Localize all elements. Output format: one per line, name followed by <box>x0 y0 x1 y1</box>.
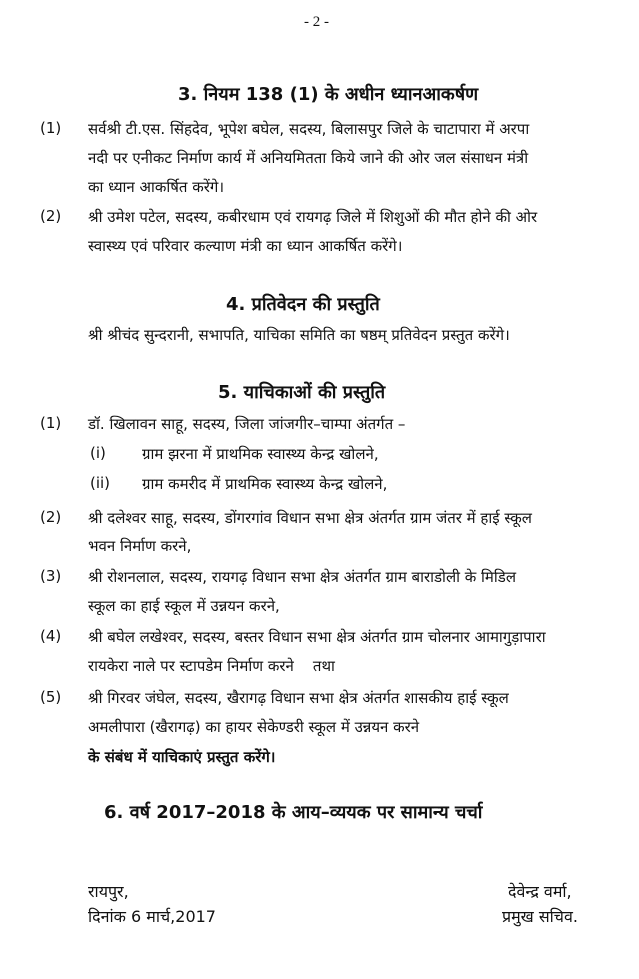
page-number: - 2 - <box>304 14 329 30</box>
footer-date: दिनांक 6 मार्च,2017 <box>88 907 216 926</box>
s5-item-4-line-1: श्री बघेल लखेश्वर, सदस्य, बस्तर विधान सभा क्षेत्र अंतर्गत ग्राम चोलनार आमागुड़ापारा <box>88 628 546 646</box>
section-3-heading: 3. नियम 138 (1) के अधीन ध्यानआकर्षण <box>178 84 479 105</box>
s5-item-5-number: (5) <box>40 688 62 706</box>
footer-signatory-designation: प्रमुख सचिव. <box>502 907 578 926</box>
section-5-heading: 5. याचिकाओं की प्रस्तुति <box>218 382 386 403</box>
s5-item-4-line-2: रायकेरा नाले पर स्टापडेम निर्माण करने तथा <box>88 657 335 675</box>
s5-item-3-number: (3) <box>40 567 62 585</box>
s5-item-3-line-2: स्कूल का हाई स्कूल में उन्नयन करने, <box>88 597 280 615</box>
s5-item-1-sub-1-number: (i) <box>90 444 106 462</box>
s5-item-1-sub-2-number: (ii) <box>90 474 111 492</box>
s4-line: श्री श्रीचंद सुन्दरानी, सभापति, याचिका समिति का षष्ठम् प्रतिवेदन प्रस्तुत करेंगे। <box>88 326 510 344</box>
s5-item-3-line-1: श्री रोशनलाल, सदस्य, रायगढ़ विधान सभा क्षेत्र अंतर्गत ग्राम बाराडोली के मिडिल <box>88 568 516 586</box>
s3-item-1-line-3: का ध्यान आकर्षित करेंगे। <box>88 178 225 196</box>
s5-item-2-number: (2) <box>40 508 62 526</box>
s3-item-2-line-2: स्वास्थ्य एवं परिवार कल्याण मंत्री का ध्यान आकर्षित करेंगे। <box>88 237 403 255</box>
s3-item-1-line-1: सर्वश्री टी.एस. सिंहदेव, भूपेश बघेल, सदस्य, बिलासपुर जिले के चाटापारा में अरपा <box>88 120 530 138</box>
s5-item-1-sub-2-text: ग्राम कमरीद में प्राथमिक स्वास्थ्य केन्द्र खोलने, <box>142 475 388 493</box>
footer-place: रायपुर, <box>88 882 129 901</box>
s5-item-2-line-1: श्री दलेश्वर साहू, सदस्य, डोंगरगांव विधान सभा क्षेत्र अंतर्गत ग्राम जंतर में हाई स्कूल <box>88 509 532 527</box>
s3-item-2-number: (2) <box>40 207 62 225</box>
s5-item-1-number: (1) <box>40 414 62 432</box>
section-4-heading: 4. प्रतिवेदन की प्रस्तुति <box>226 294 380 315</box>
s5-item-1-sub-1-text: ग्राम झरना में प्राथमिक स्वास्थ्य केन्द्र खोलने, <box>142 445 379 463</box>
s5-item-5-line-1: श्री गिरवर जंघेल, सदस्य, खैरागढ़ विधान सभा क्षेत्र अंतर्गत शासकीय हाई स्कूल <box>88 689 509 707</box>
s3-item-2-line-1: श्री उमेश पटेल, सदस्य, कबीरधाम एवं रायगढ़ जिले में शिशुओं की मौत होने की ओर <box>88 208 538 226</box>
s5-item-5-line-2: अमलीपारा (खैरागढ़) का हायर सेकेण्डरी स्कूल में उन्नयन करने <box>88 718 420 736</box>
s3-item-1-line-2: नदी पर एनीकट निर्माण कार्य में अनियमितता किये जाने की ओर जल संसाधन मंत्री <box>88 149 529 167</box>
s5-item-4-number: (4) <box>40 627 62 645</box>
s5-item-1-line-1: डॉ. खिलावन साहू, सदस्य, जिला जांजगीर–चाम्पा अंतर्गत – <box>88 415 406 433</box>
footer-signatory-name: देवेन्द्र वर्मा, <box>508 882 572 901</box>
section-6-heading: 6. वर्ष 2017–2018 के आय–व्ययक पर सामान्य चर्चा <box>104 802 483 823</box>
s5-item-2-line-2: भवन निर्माण करने, <box>88 537 192 555</box>
s5-closing-line: के संबंध में याचिकाएं प्रस्तुत करेंगे। <box>88 748 276 766</box>
s3-item-1-number: (1) <box>40 119 62 137</box>
